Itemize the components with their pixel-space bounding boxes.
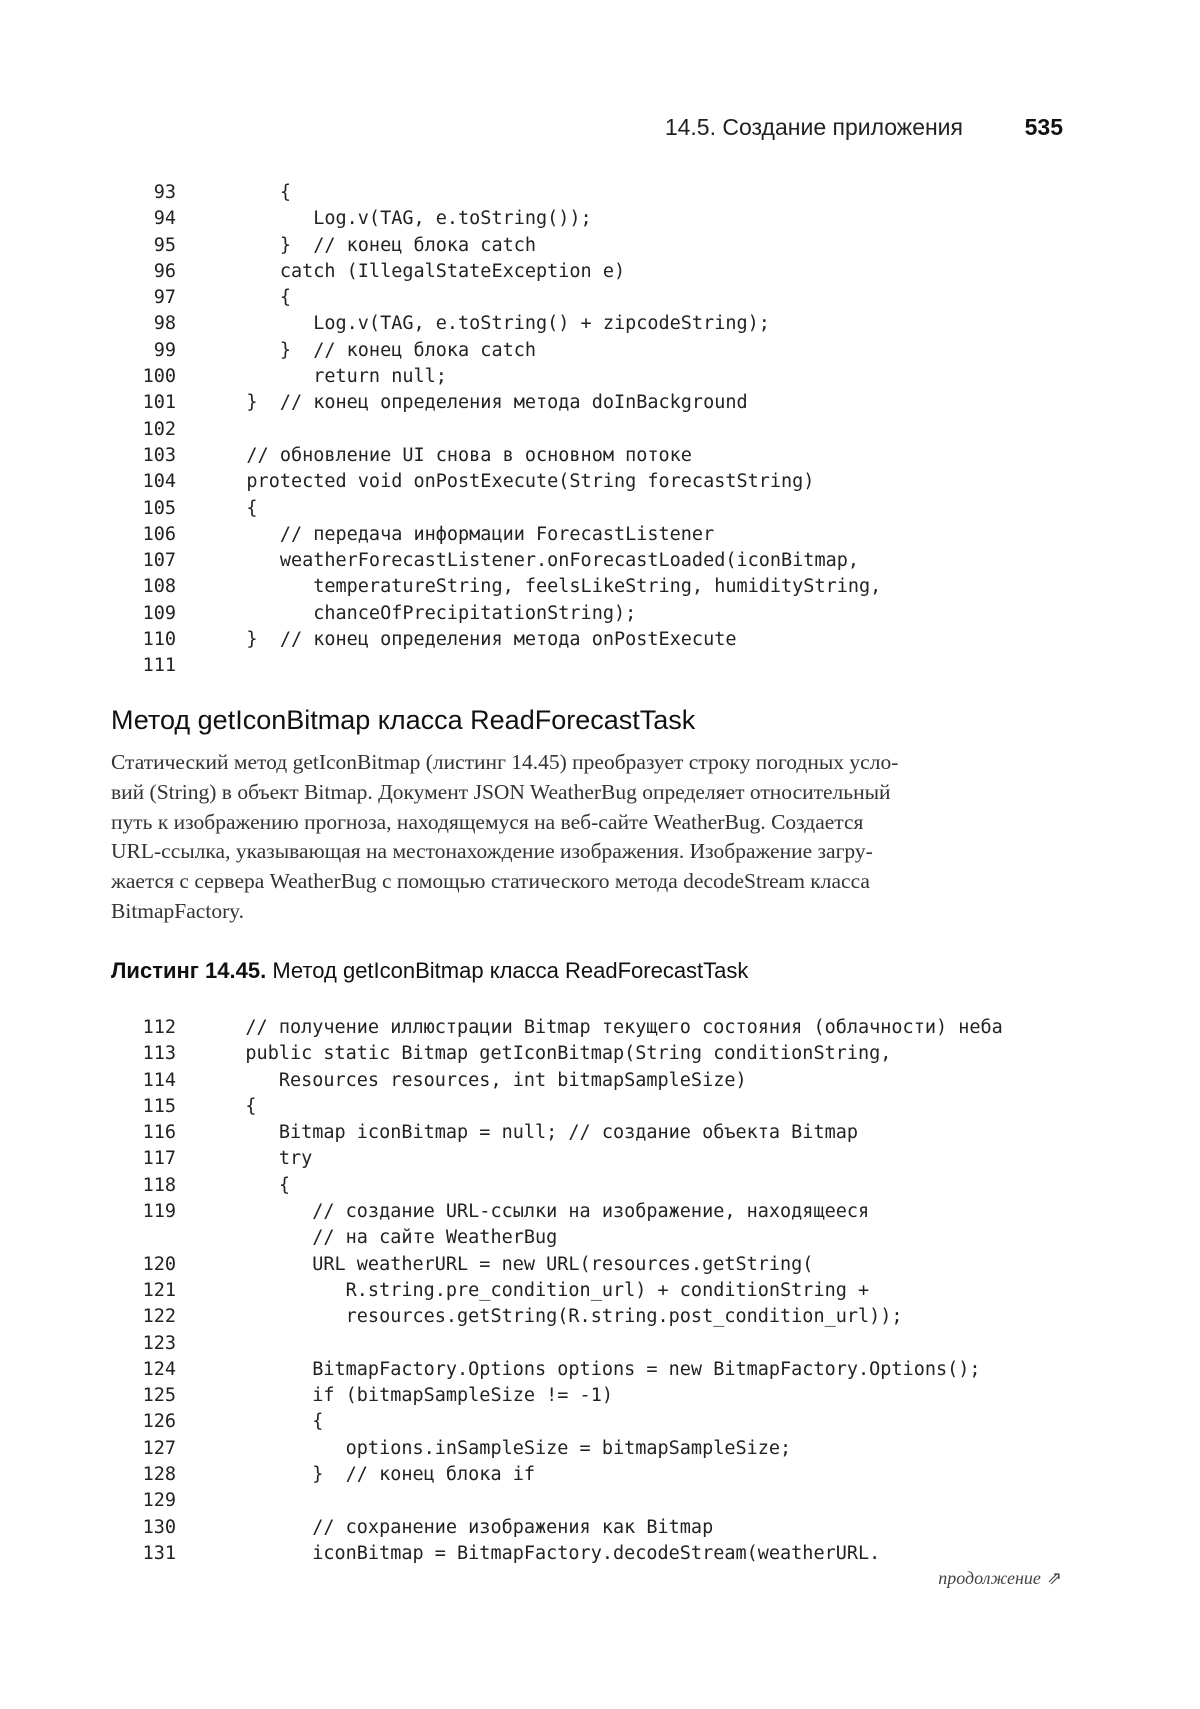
code-line [0, 1357, 1200, 1383]
listing-label: Листинг 14.45. [111, 958, 267, 983]
line-number: 114 [142, 1069, 176, 1091]
code-text: { [212, 1174, 290, 1196]
code-text: // создание URL-ссылки на изображение, находящееся [212, 1201, 870, 1223]
code-text: { [213, 287, 291, 309]
code-line [0, 653, 1200, 679]
line-number: 125 [142, 1385, 176, 1407]
code-text: resources.getString(R.string.post_condition_url)); [212, 1306, 903, 1328]
line-number: 129 [142, 1490, 176, 1512]
code-line [0, 311, 1200, 337]
code-text: } // конец определения метода onPostExecute [213, 629, 737, 651]
code-line [0, 1304, 1200, 1330]
code-line [0, 548, 1200, 574]
code-text: try [212, 1148, 313, 1170]
code-line [0, 417, 1200, 443]
code-line [0, 285, 1200, 311]
paragraph-line: URL-ссылка, указывающая на местонахождение изображения. Изображение загру- [111, 839, 873, 864]
line-number: 102 [142, 418, 176, 440]
code-line [0, 1252, 1200, 1278]
line-number: 122 [142, 1306, 176, 1328]
code-text: if (bitmapSampleSize != -1) [212, 1385, 613, 1407]
code-line [0, 338, 1200, 364]
code-text: } // конец блока catch [213, 234, 537, 256]
code-line [0, 574, 1200, 600]
code-line [0, 1120, 1200, 1146]
code-line [0, 364, 1200, 390]
line-number: 131 [142, 1542, 176, 1564]
code-text: { [213, 497, 258, 519]
line-number: 106 [142, 523, 176, 545]
code-text: // на сайте WeatherBug [212, 1227, 558, 1249]
continued-text: продолжение [938, 1568, 1041, 1588]
code-line [0, 1173, 1200, 1199]
code-line [0, 601, 1200, 627]
code-block-listing [0, 1015, 1200, 1567]
code-text: // получение иллюстрации Bitmap текущего состояния (облачности) неба [212, 1017, 1003, 1038]
line-number: 128 [142, 1464, 176, 1486]
code-text: protected void onPostExecute(String forecastString) [213, 471, 815, 493]
code-block-continued [0, 180, 1200, 680]
code-line [0, 390, 1200, 416]
code-line [0, 1541, 1200, 1567]
code-line [0, 1383, 1200, 1409]
line-number: 123 [142, 1332, 176, 1354]
code-text: return null; [213, 366, 447, 388]
line-number: 117 [142, 1148, 176, 1170]
page-header [0, 114, 1200, 148]
code-text: Bitmap iconBitmap = null; // создание объекта Bitmap [212, 1122, 859, 1144]
continued-arrow-icon: ⇗ [1046, 1568, 1062, 1588]
line-number: 93 [153, 182, 176, 203]
line-number: 124 [142, 1358, 176, 1380]
line-number: 120 [142, 1253, 176, 1275]
code-line [0, 469, 1200, 495]
line-number: 109 [142, 602, 176, 624]
continued-note [938, 1568, 1062, 1589]
code-line [0, 1278, 1200, 1304]
code-line [0, 1068, 1200, 1094]
code-line [0, 1015, 1200, 1041]
line-number: 94 [153, 208, 176, 230]
code-line [0, 1462, 1200, 1488]
line-number: 112 [142, 1017, 176, 1038]
line-number: 113 [142, 1043, 176, 1065]
paragraph-line: BitmapFactory. [111, 898, 244, 923]
code-text: } // конец блока catch [213, 339, 537, 361]
line-number: 121 [142, 1279, 176, 1301]
paragraph-line: вий (String) в объект Bitmap. Документ JSON WeatherBug определяет относительный [111, 779, 891, 804]
line-number: 100 [142, 366, 176, 388]
code-line [0, 1146, 1200, 1172]
line-number: 119 [142, 1201, 176, 1223]
code-line [0, 1488, 1200, 1514]
code-text: chanceOfPrecipitationString); [213, 602, 637, 624]
code-text: } // конец определения метода doInBackground [213, 392, 748, 414]
code-line [0, 1515, 1200, 1541]
line-number: 126 [142, 1411, 176, 1433]
code-text: weatherForecastListener.onForecastLoaded(iconBitmap, [213, 550, 860, 572]
code-text: { [213, 182, 291, 203]
line-number: 108 [142, 576, 176, 598]
paragraph-line: жается с сервера WeatherBug с помощью статического метода decodeStream класса [111, 869, 870, 894]
code-line [0, 259, 1200, 285]
code-text: // обновление UI снова в основном потоке [213, 444, 692, 466]
code-text: Resources resources, int bitmapSampleSize) [212, 1069, 747, 1091]
line-number: 95 [153, 234, 176, 256]
page-number: 535 [1024, 114, 1063, 140]
line-number: 127 [142, 1437, 176, 1459]
code-text: URL weatherURL = new URL(resources.getString( [212, 1253, 814, 1275]
body-paragraph [111, 748, 1058, 927]
line-number: 115 [142, 1095, 176, 1117]
code-line [0, 443, 1200, 469]
line-number: 111 [142, 655, 176, 677]
section-heading: Метод getIconBitmap класса ReadForecastTask [111, 705, 696, 735]
code-text: R.string.pre_condition_url) + conditionString + [212, 1279, 870, 1301]
code-line [0, 1041, 1200, 1067]
code-text: { [212, 1095, 257, 1117]
line-number: 103 [142, 444, 176, 466]
code-text: // сохранение изображения как Bitmap [212, 1516, 714, 1538]
line-number: 107 [142, 550, 176, 572]
code-text: Log.v(TAG, e.toString()); [213, 208, 592, 230]
line-number: 105 [142, 497, 176, 519]
line-number: 99 [153, 339, 176, 361]
code-line [0, 1225, 1200, 1251]
line-number: 98 [153, 313, 176, 335]
line-number: 130 [142, 1516, 176, 1538]
code-line [0, 627, 1200, 653]
code-text: options.inSampleSize = bitmapSampleSize; [212, 1437, 792, 1459]
line-number: 101 [142, 392, 176, 414]
line-number: 97 [153, 287, 176, 309]
line-number: 116 [142, 1122, 176, 1144]
code-text: // передача информации ForecastListener [213, 523, 715, 545]
listing-caption [111, 958, 748, 984]
line-number: 96 [153, 260, 176, 282]
paragraph-line: Статический метод getIconBitmap (листинг 14.45) преобразует строку погодных усло- [111, 750, 899, 774]
code-line [0, 1199, 1200, 1225]
paragraph-line: путь к изображению прогноза, находящемуся на веб-сайте WeatherBug. Создается [111, 809, 864, 834]
code-line [0, 522, 1200, 548]
code-text: { [212, 1411, 324, 1433]
listing-caption-text: Метод getIconBitmap класса ReadForecastTask [266, 958, 749, 983]
code-line [0, 206, 1200, 232]
code-line [0, 1409, 1200, 1435]
code-line [0, 496, 1200, 522]
code-text: } // конец блока if [212, 1464, 536, 1486]
code-line [0, 1436, 1200, 1462]
code-line [0, 1331, 1200, 1357]
code-text: catch (IllegalStateException e) [213, 260, 626, 282]
line-number: 110 [142, 629, 176, 651]
code-text: iconBitmap = BitmapFactory.decodeStream(weatherURL. [212, 1542, 881, 1564]
code-text: temperatureString, feelsLikeString, humidityString, [213, 576, 882, 598]
line-number: 118 [142, 1174, 176, 1196]
code-text: public static Bitmap getIconBitmap(String conditionString, [212, 1043, 892, 1065]
code-line [0, 1094, 1200, 1120]
code-text: BitmapFactory.Options options = new BitmapFactory.Options(); [212, 1358, 981, 1380]
code-line [0, 180, 1200, 206]
running-section-title: 14.5. Создание приложения [664, 114, 963, 140]
line-number: 104 [142, 471, 176, 493]
code-line [0, 233, 1200, 259]
code-text: Log.v(TAG, e.toString() + zipcodeString); [213, 313, 770, 335]
